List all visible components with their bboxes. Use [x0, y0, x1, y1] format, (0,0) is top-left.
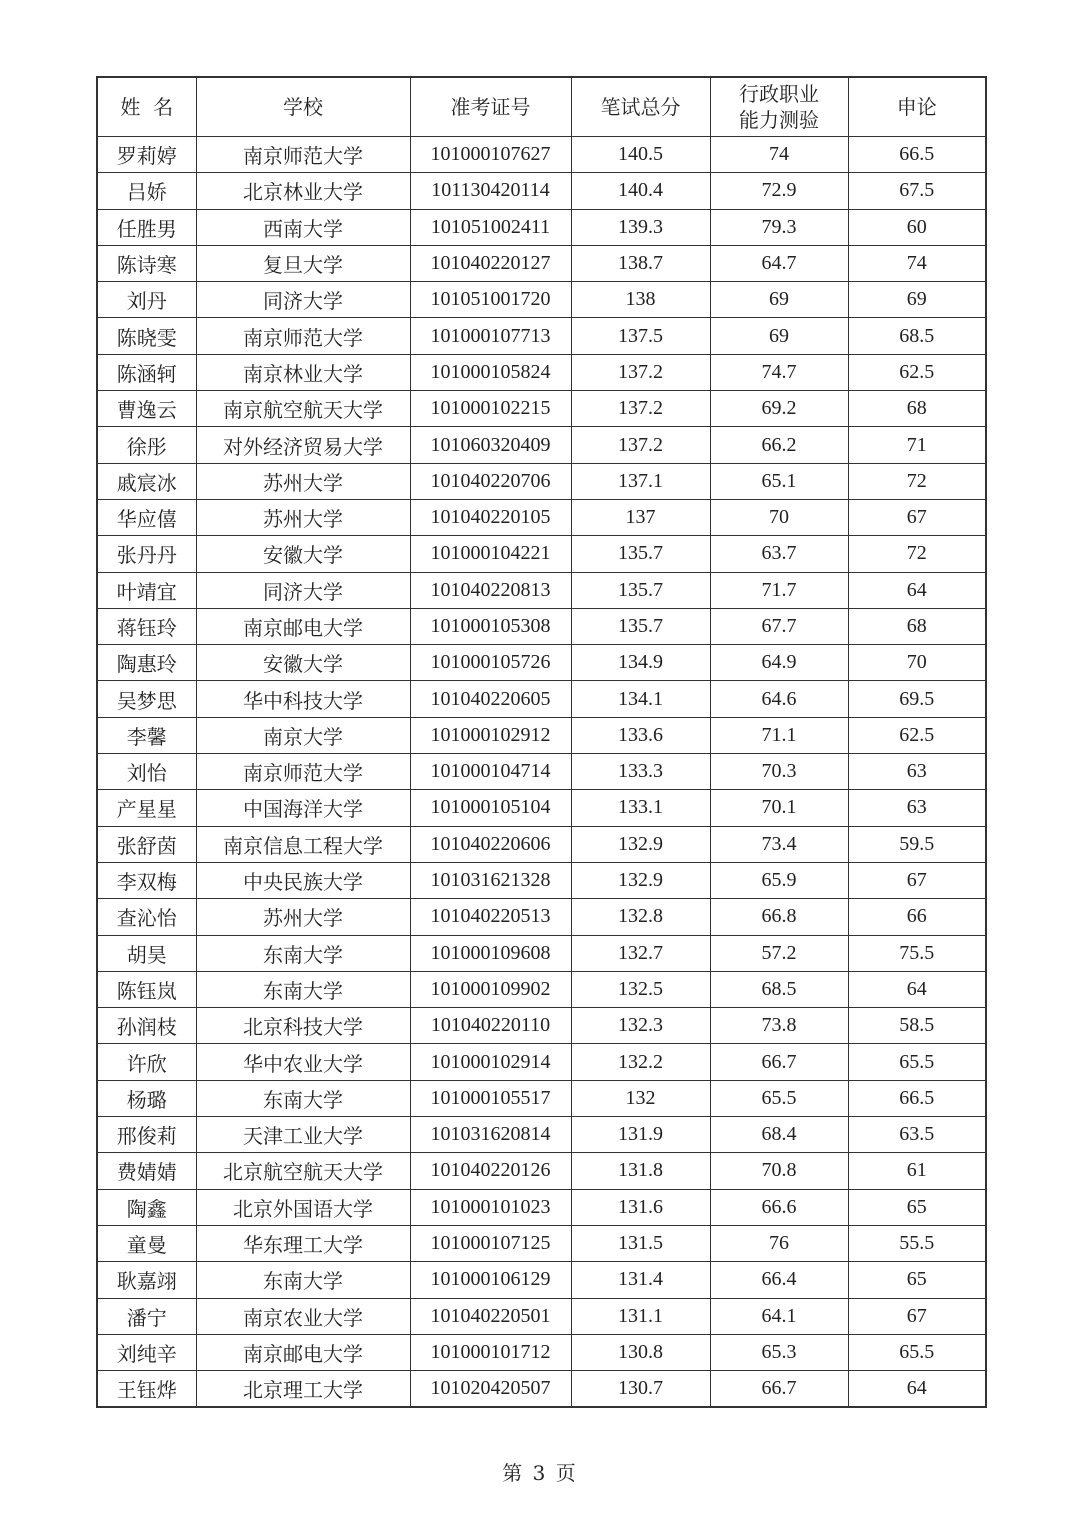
cell-xingce: 69.2: [710, 391, 848, 427]
cell-ticket: 101000102914: [410, 1044, 571, 1080]
cell-shenlun: 75.5: [848, 935, 986, 971]
cell-shenlun: 64: [848, 572, 986, 608]
table-row: [97, 354, 986, 390]
cell-total: 133.3: [571, 754, 710, 790]
cell-xingce: 68.5: [710, 971, 848, 1007]
cell-total: 132: [571, 1080, 710, 1116]
cell-total: 132.3: [571, 1008, 710, 1044]
cell-name: 徐彤: [97, 427, 196, 463]
table-row: [97, 209, 986, 245]
header-ticket: 准考证号: [410, 77, 571, 137]
cell-total: 131.9: [571, 1117, 710, 1153]
cell-ticket: 101000101712: [410, 1334, 571, 1370]
cell-ticket: 101040220501: [410, 1298, 571, 1334]
cell-total: 137.1: [571, 463, 710, 499]
table-row: [97, 245, 986, 281]
cell-xingce: 68.4: [710, 1117, 848, 1153]
cell-name: 陶鑫: [97, 1189, 196, 1225]
cell-total: 133.6: [571, 717, 710, 753]
cell-ticket: 101040220105: [410, 499, 571, 535]
cell-ticket: 101000107125: [410, 1225, 571, 1261]
cell-name: 潘宁: [97, 1298, 196, 1334]
cell-name: 胡昊: [97, 935, 196, 971]
cell-xingce: 70.1: [710, 790, 848, 826]
cell-name: 陈晓雯: [97, 318, 196, 354]
cell-xingce: 76: [710, 1225, 848, 1261]
cell-shenlun: 63.5: [848, 1117, 986, 1153]
cell-name: 邢俊莉: [97, 1117, 196, 1153]
table-row: [97, 1225, 986, 1261]
cell-school: 华中科技大学: [196, 681, 410, 717]
table-row: [97, 1189, 986, 1225]
cell-name: 任胜男: [97, 209, 196, 245]
cell-xingce: 64.1: [710, 1298, 848, 1334]
cell-ticket: 101000106129: [410, 1262, 571, 1298]
cell-school: 北京外国语大学: [196, 1189, 410, 1225]
cell-total: 140.4: [571, 173, 710, 209]
cell-xingce: 64.9: [710, 645, 848, 681]
cell-total: 140.5: [571, 137, 710, 173]
table-row: [97, 1044, 986, 1080]
cell-total: 135.7: [571, 536, 710, 572]
table-row: [97, 717, 986, 753]
cell-shenlun: 65.5: [848, 1334, 986, 1370]
cell-ticket: 101040220606: [410, 826, 571, 862]
cell-name: 产星星: [97, 790, 196, 826]
cell-xingce: 70: [710, 499, 848, 535]
cell-xingce: 70.3: [710, 754, 848, 790]
table-row: [97, 391, 986, 427]
cell-name: 张丹丹: [97, 536, 196, 572]
cell-total: 139.3: [571, 209, 710, 245]
header-xingce-line2: 能力测验: [739, 108, 819, 132]
cell-xingce: 69: [710, 318, 848, 354]
cell-shenlun: 65.5: [848, 1044, 986, 1080]
cell-name: 刘丹: [97, 282, 196, 318]
cell-shenlun: 62.5: [848, 354, 986, 390]
cell-total: 132.5: [571, 971, 710, 1007]
cell-ticket: 101040220813: [410, 572, 571, 608]
cell-name: 蒋钰玲: [97, 608, 196, 644]
cell-xingce: 74.7: [710, 354, 848, 390]
cell-ticket: 101000109902: [410, 971, 571, 1007]
cell-name: 李双梅: [97, 862, 196, 898]
cell-shenlun: 61: [848, 1153, 986, 1189]
header-name: 姓 名: [97, 77, 196, 137]
cell-school: 苏州大学: [196, 463, 410, 499]
cell-ticket: 101040220127: [410, 245, 571, 281]
cell-total: 132.2: [571, 1044, 710, 1080]
cell-school: 东南大学: [196, 1080, 410, 1116]
table-row: [97, 971, 986, 1007]
cell-xingce: 73.8: [710, 1008, 848, 1044]
table-row: [97, 681, 986, 717]
cell-ticket: 101031620814: [410, 1117, 571, 1153]
cell-ticket: 101000109608: [410, 935, 571, 971]
cell-school: 同济大学: [196, 572, 410, 608]
cell-xingce: 65.3: [710, 1334, 848, 1370]
cell-shenlun: 67.5: [848, 173, 986, 209]
cell-shenlun: 66: [848, 899, 986, 935]
cell-ticket: 101040220126: [410, 1153, 571, 1189]
cell-ticket: 101040220605: [410, 681, 571, 717]
cell-school: 苏州大学: [196, 499, 410, 535]
cell-shenlun: 68.5: [848, 318, 986, 354]
cell-total: 131.8: [571, 1153, 710, 1189]
cell-xingce: 71.1: [710, 717, 848, 753]
cell-xingce: 74: [710, 137, 848, 173]
cell-total: 135.7: [571, 608, 710, 644]
cell-ticket: 101000105104: [410, 790, 571, 826]
cell-shenlun: 60: [848, 209, 986, 245]
cell-ticket: 101000102912: [410, 717, 571, 753]
table-row: [97, 1117, 986, 1153]
cell-total: 137.5: [571, 318, 710, 354]
cell-shenlun: 63: [848, 790, 986, 826]
table-row: [97, 427, 986, 463]
table-row: [97, 318, 986, 354]
cell-xingce: 70.8: [710, 1153, 848, 1189]
cell-school: 中央民族大学: [196, 862, 410, 898]
cell-school: 华中农业大学: [196, 1044, 410, 1080]
cell-xingce: 64.6: [710, 681, 848, 717]
table-row: [97, 608, 986, 644]
cell-xingce: 64.7: [710, 245, 848, 281]
cell-xingce: 63.7: [710, 536, 848, 572]
cell-xingce: 66.2: [710, 427, 848, 463]
cell-xingce: 72.9: [710, 173, 848, 209]
cell-total: 134.9: [571, 645, 710, 681]
cell-school: 南京师范大学: [196, 318, 410, 354]
cell-shenlun: 63: [848, 754, 986, 790]
table-row: [97, 899, 986, 935]
cell-ticket: 101051001720: [410, 282, 571, 318]
header-shenlun: 申论: [848, 77, 986, 137]
cell-name: 童曼: [97, 1225, 196, 1261]
cell-xingce: 66.8: [710, 899, 848, 935]
cell-school: 北京理工大学: [196, 1371, 410, 1408]
cell-ticket: 101000105824: [410, 354, 571, 390]
table-row: [97, 862, 986, 898]
cell-ticket: 101060320409: [410, 427, 571, 463]
table-body: [97, 137, 986, 1408]
cell-school: 南京航空航天大学: [196, 391, 410, 427]
cell-school: 南京邮电大学: [196, 1334, 410, 1370]
cell-school: 南京信息工程大学: [196, 826, 410, 862]
table-row: [97, 1334, 986, 1370]
cell-xingce: 66.7: [710, 1044, 848, 1080]
cell-total: 133.1: [571, 790, 710, 826]
cell-shenlun: 72: [848, 463, 986, 499]
cell-name: 陈诗寒: [97, 245, 196, 281]
cell-school: 北京科技大学: [196, 1008, 410, 1044]
header-xingce-line1: 行政职业: [739, 82, 819, 106]
cell-total: 131.4: [571, 1262, 710, 1298]
cell-name: 耿嘉翊: [97, 1262, 196, 1298]
cell-shenlun: 68: [848, 608, 986, 644]
table-row: [97, 282, 986, 318]
cell-ticket: 101020420507: [410, 1371, 571, 1408]
cell-ticket: 101000107627: [410, 137, 571, 173]
cell-school: 南京农业大学: [196, 1298, 410, 1334]
table-header: [97, 77, 986, 137]
cell-school: 天津工业大学: [196, 1117, 410, 1153]
cell-name: 刘纯辛: [97, 1334, 196, 1370]
cell-total: 132.8: [571, 899, 710, 935]
cell-total: 131.6: [571, 1189, 710, 1225]
cell-name: 查沁怡: [97, 899, 196, 935]
header-xingce: [710, 77, 848, 137]
cell-name: 叶靖宜: [97, 572, 196, 608]
cell-total: 132.7: [571, 935, 710, 971]
cell-total: 134.1: [571, 681, 710, 717]
cell-ticket: 101000105726: [410, 645, 571, 681]
cell-school: 对外经济贸易大学: [196, 427, 410, 463]
cell-ticket: 101040220110: [410, 1008, 571, 1044]
cell-shenlun: 67: [848, 499, 986, 535]
cell-shenlun: 59.5: [848, 826, 986, 862]
cell-ticket: 101031621328: [410, 862, 571, 898]
cell-shenlun: 69: [848, 282, 986, 318]
cell-xingce: 65.5: [710, 1080, 848, 1116]
cell-school: 苏州大学: [196, 899, 410, 935]
cell-total: 130.7: [571, 1371, 710, 1408]
cell-school: 南京师范大学: [196, 754, 410, 790]
cell-shenlun: 64: [848, 971, 986, 1007]
cell-shenlun: 66.5: [848, 137, 986, 173]
cell-name: 陶惠玲: [97, 645, 196, 681]
cell-name: 杨璐: [97, 1080, 196, 1116]
cell-shenlun: 55.5: [848, 1225, 986, 1261]
cell-total: 132.9: [571, 826, 710, 862]
table-row: [97, 1262, 986, 1298]
table-row: [97, 1298, 986, 1334]
cell-shenlun: 58.5: [848, 1008, 986, 1044]
cell-ticket: 101040220706: [410, 463, 571, 499]
cell-shenlun: 64: [848, 1371, 986, 1408]
table-row: [97, 1080, 986, 1116]
cell-school: 东南大学: [196, 935, 410, 971]
cell-total: 137.2: [571, 391, 710, 427]
table-row: [97, 1153, 986, 1189]
cell-total: 137.2: [571, 427, 710, 463]
cell-ticket: 101000102215: [410, 391, 571, 427]
page-number: 第 3 页: [502, 1461, 578, 1485]
cell-shenlun: 69.5: [848, 681, 986, 717]
cell-shenlun: 67: [848, 862, 986, 898]
cell-total: 130.8: [571, 1334, 710, 1370]
header-total: 笔试总分: [571, 77, 710, 137]
cell-name: 刘怡: [97, 754, 196, 790]
cell-school: 同济大学: [196, 282, 410, 318]
cell-total: 138.7: [571, 245, 710, 281]
cell-name: 吴梦思: [97, 681, 196, 717]
cell-xingce: 66.6: [710, 1189, 848, 1225]
cell-name: 许欣: [97, 1044, 196, 1080]
cell-shenlun: 65: [848, 1189, 986, 1225]
cell-shenlun: 67: [848, 1298, 986, 1334]
cell-name: 费婧婧: [97, 1153, 196, 1189]
table-row: [97, 499, 986, 535]
cell-school: 中国海洋大学: [196, 790, 410, 826]
table-row: [97, 572, 986, 608]
cell-ticket: 101000107713: [410, 318, 571, 354]
cell-xingce: 66.7: [710, 1371, 848, 1408]
cell-name: 华应僖: [97, 499, 196, 535]
table-row: [97, 645, 986, 681]
cell-xingce: 69: [710, 282, 848, 318]
cell-school: 南京大学: [196, 717, 410, 753]
cell-total: 137: [571, 499, 710, 535]
cell-total: 137.2: [571, 354, 710, 390]
cell-total: 131.5: [571, 1225, 710, 1261]
cell-school: 华东理工大学: [196, 1225, 410, 1261]
cell-shenlun: 70: [848, 645, 986, 681]
cell-ticket: 101000104221: [410, 536, 571, 572]
cell-ticket: 101000101023: [410, 1189, 571, 1225]
cell-xingce: 73.4: [710, 826, 848, 862]
cell-name: 吕娇: [97, 173, 196, 209]
cell-xingce: 71.7: [710, 572, 848, 608]
cell-ticket: 101000105517: [410, 1080, 571, 1116]
table-row: [97, 137, 986, 173]
cell-xingce: 66.4: [710, 1262, 848, 1298]
cell-name: 王钰烨: [97, 1371, 196, 1408]
table-row: [97, 790, 986, 826]
table-row: [97, 173, 986, 209]
table-row: [97, 826, 986, 862]
cell-name: 陈涵轲: [97, 354, 196, 390]
cell-school: 安徽大学: [196, 536, 410, 572]
cell-shenlun: 68: [848, 391, 986, 427]
cell-ticket: 101051002411: [410, 209, 571, 245]
cell-ticket: 101000104714: [410, 754, 571, 790]
header-row: [97, 77, 986, 137]
cell-school: 南京林业大学: [196, 354, 410, 390]
cell-xingce: 67.7: [710, 608, 848, 644]
table-row: [97, 463, 986, 499]
cell-name: 陈钰岚: [97, 971, 196, 1007]
cell-xingce: 65.9: [710, 862, 848, 898]
cell-total: 132.9: [571, 862, 710, 898]
table-row: [97, 754, 986, 790]
table-row: [97, 1008, 986, 1044]
cell-school: 复旦大学: [196, 245, 410, 281]
cell-ticket: 101130420114: [410, 173, 571, 209]
cell-name: 曹逸云: [97, 391, 196, 427]
cell-school: 东南大学: [196, 1262, 410, 1298]
cell-total: 135.7: [571, 572, 710, 608]
cell-xingce: 57.2: [710, 935, 848, 971]
cell-name: 张舒茵: [97, 826, 196, 862]
cell-shenlun: 74: [848, 245, 986, 281]
cell-xingce: 65.1: [710, 463, 848, 499]
cell-name: 孙润枝: [97, 1008, 196, 1044]
table-row: [97, 935, 986, 971]
cell-name: 罗莉婷: [97, 137, 196, 173]
cell-total: 138: [571, 282, 710, 318]
cell-school: 南京邮电大学: [196, 608, 410, 644]
table-row: [97, 1371, 986, 1408]
cell-school: 东南大学: [196, 971, 410, 1007]
header-school: 学校: [196, 77, 410, 137]
cell-ticket: 101000105308: [410, 608, 571, 644]
cell-total: 131.1: [571, 1298, 710, 1334]
cell-shenlun: 71: [848, 427, 986, 463]
cell-ticket: 101040220513: [410, 899, 571, 935]
cell-school: 南京师范大学: [196, 137, 410, 173]
cell-school: 北京航空航天大学: [196, 1153, 410, 1189]
cell-name: 戚宸冰: [97, 463, 196, 499]
cell-shenlun: 66.5: [848, 1080, 986, 1116]
cell-shenlun: 72: [848, 536, 986, 572]
cell-xingce: 79.3: [710, 209, 848, 245]
cell-shenlun: 65: [848, 1262, 986, 1298]
cell-school: 北京林业大学: [196, 173, 410, 209]
cell-shenlun: 62.5: [848, 717, 986, 753]
score-table: [96, 76, 987, 1408]
cell-school: 西南大学: [196, 209, 410, 245]
cell-name: 李馨: [97, 717, 196, 753]
table-row: [97, 536, 986, 572]
cell-school: 安徽大学: [196, 645, 410, 681]
